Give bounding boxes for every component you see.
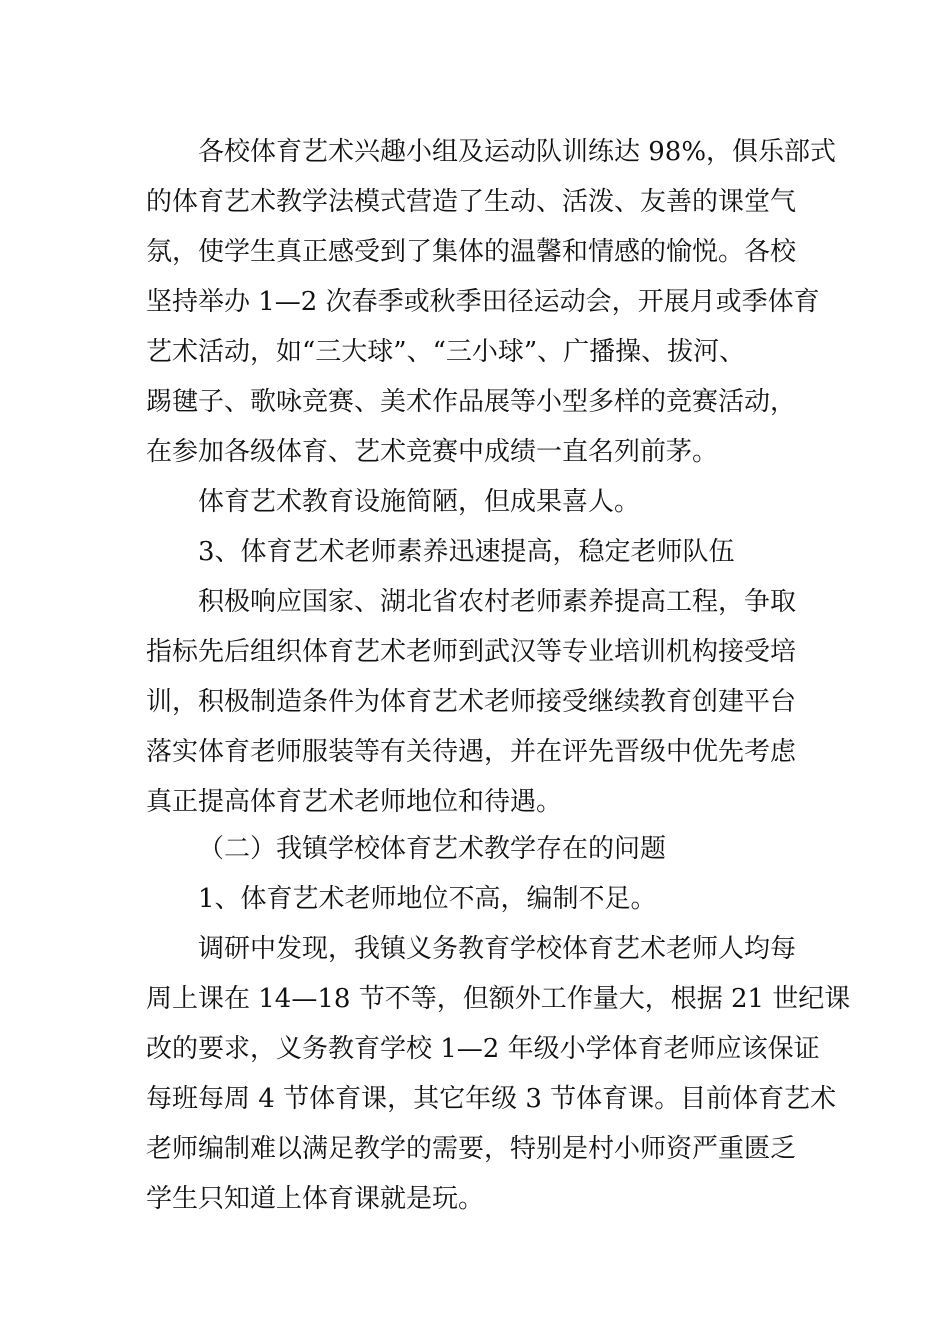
- text-line-14: 真正提高体育艺术老师地位和待遇。: [146, 787, 563, 817]
- text-line-2: 的体育艺术教学法模式营造了生动、活泼、友善的课堂气: [146, 187, 797, 217]
- text-line-20: 每班每周 4 节体育课，其它年级 3 节体育课。目前体育艺术: [146, 1084, 837, 1114]
- text-line-8: 体育艺术教育设施简陋，但成果喜人。: [198, 487, 641, 517]
- text-line-21: 老师编制难以满足教学的需要，特别是村小师资严重匮乏: [146, 1134, 797, 1164]
- text-line-17: 调研中发现，我镇义务教育学校体育艺术老师人均每: [198, 934, 797, 964]
- text-line-11: 指标先后组织体育艺术老师到武汉等专业培训机构接受培: [146, 637, 797, 667]
- text-line-18: 周上课在 14—18 节不等，但额外工作量大，根据 21 世纪课: [146, 984, 851, 1014]
- text-line-1: 各校体育艺术兴趣小组及运动队训练达 98%，俱乐部式: [198, 137, 837, 167]
- section-heading-two: （二）我镇学校体育艺术教学存在的问题: [198, 834, 667, 864]
- text-line-4: 坚持举办 1—2 次春季或秋季田径运动会，开展月或季体育: [146, 287, 820, 317]
- text-line-19: 改的要求，义务教育学校 1—2 年级小学体育老师应该保证: [146, 1034, 820, 1064]
- text-line-5: 艺术活动，如“三大球”、“三小球”、广播操、拔河、: [146, 337, 746, 367]
- section-heading-3: 3、体育艺术老师素养迅速提高，稳定老师队伍: [198, 537, 735, 567]
- text-line-22: 学生只知道上体育课就是玩。: [146, 1184, 485, 1214]
- text-line-3: 氛，使学生真正感受到了集体的温馨和情感的愉悦。各校: [146, 237, 797, 267]
- text-line-6: 踢毽子、歌咏竞赛、美术作品展等小型多样的竞赛活动，: [146, 387, 797, 417]
- subsection-heading-1: 1、体育艺术老师地位不高，编制不足。: [198, 884, 657, 914]
- text-line-10: 积极响应国家、湖北省农村老师素养提高工程，争取: [198, 587, 797, 617]
- text-line-7: 在参加各级体育、艺术竞赛中成绩一直名列前茅。: [146, 437, 719, 467]
- text-line-13: 落实体育老师服装等有关待遇，并在评先晋级中优先考虑: [146, 737, 797, 767]
- text-line-12: 训，积极制造条件为体育艺术老师接受继续教育创建平台: [146, 687, 797, 717]
